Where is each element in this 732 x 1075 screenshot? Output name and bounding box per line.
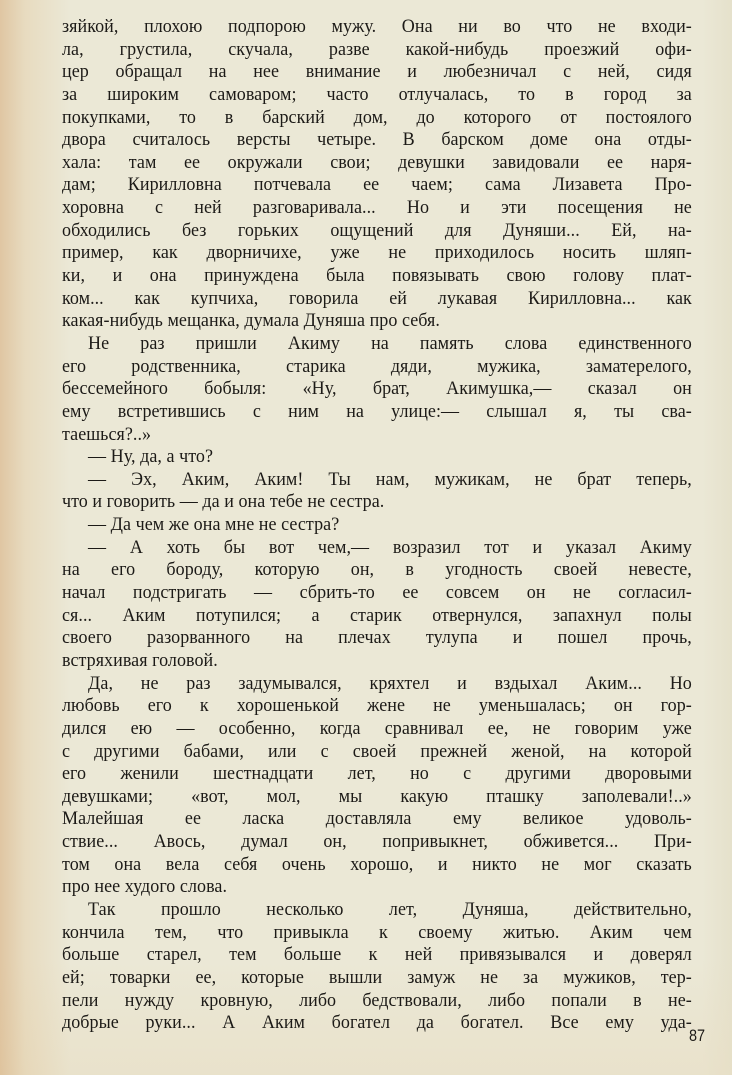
text-line: ствие... Авось, думал он, попривыкнет, обживется... При- bbox=[62, 831, 692, 853]
text-line: Не раз пришли Акиму на память слова единственного bbox=[88, 332, 692, 354]
text-line: любовь его к хорошенькой жене не уменьшалась; он гор- bbox=[62, 695, 692, 717]
text-line: больше старел, тем больше к ней привязывался и доверял bbox=[62, 944, 692, 966]
text-line: встряхивая головой. bbox=[62, 649, 218, 671]
text-line: зяйкой, плохою подпорою мужу. Она ни во что не входи- bbox=[62, 16, 692, 37]
text-line: двора считалось версты четыре. В барском доме она отды- bbox=[62, 129, 692, 151]
text-line: ся... Аким потупился; а старик отвернулся, запахнул полы bbox=[62, 604, 692, 626]
text-line: на его бороду, которую он, в угодность своей невесте, bbox=[62, 559, 692, 581]
text-line: добрые руки... А Аким богател да богател. Все ему уда- bbox=[62, 1012, 692, 1034]
text-line: Так прошло несколько лет, Дуняша, действительно, bbox=[88, 898, 692, 920]
page-number: 87 bbox=[689, 1026, 706, 1045]
text-line: ему встретившись с ним на улице:— слышал я, ты сва- bbox=[62, 400, 692, 422]
text-line: Да, не раз задумывался, кряхтел и вздыхал Аким... Но bbox=[88, 672, 692, 694]
text-line: Малейшая ее ласка доставляла ему великое удоволь- bbox=[62, 808, 692, 830]
text-line: обходились без горьких ощущений для Дуняши... Ей, на- bbox=[62, 219, 692, 241]
text-line: таешься?..» bbox=[62, 423, 152, 445]
text-line: что и говорить — да и она тебе не сестра. bbox=[62, 491, 385, 513]
page-body-text bbox=[62, 16, 692, 1035]
text-line: ком... как купчиха, говорила ей лукавая Кирилловна... как bbox=[62, 287, 692, 309]
text-line: дам; Кирилловна потчевала ее чаем; сама Лизавета Про- bbox=[62, 174, 692, 196]
text-line: пели нужду кровную, либо бедствовали, либо попали в не- bbox=[62, 989, 692, 1011]
text-line: ла, грустила, скучала, разве какой-нибудь проезжий офи- bbox=[62, 38, 692, 60]
text-line: — А хоть бы вот чем,— возразил тот и указал Акиму bbox=[88, 536, 692, 558]
text-line: его родственника, старика дяди, мужика, заматерелого, bbox=[62, 355, 692, 377]
text-line: хоровна с ней разговаривала... Но и эти посещения не bbox=[62, 197, 692, 219]
text-line: — Да чем же она мне не сестра? bbox=[88, 514, 340, 536]
text-line: ей; товарки ее, которые вышли замуж не за мужиков, тер- bbox=[62, 966, 692, 988]
text-line: бессемейного бобыля: «Ну, брат, Акимушка,— сказал он bbox=[62, 378, 692, 400]
text-line: своего разорванного на плечах тулупа и пошел прочь, bbox=[62, 627, 692, 649]
text-line: его женили шестнадцати лет, но с другими дворовыми bbox=[62, 763, 692, 785]
text-line: покупками, то в барский дом, до которого от постоялого bbox=[62, 106, 692, 128]
text-line: дился ею — особенно, когда сравнивал ее, не говорим уже bbox=[62, 717, 692, 739]
text-line: ки, и она принуждена была повязывать свою голову плат- bbox=[62, 265, 692, 287]
text-line: — Эх, Аким, Аким! Ты нам, мужикам, не брат теперь, bbox=[88, 468, 692, 490]
text-line: — Ну, да, а что? bbox=[88, 446, 214, 468]
text-line: пример, как дворничихе, уже не приходилось носить шляп- bbox=[62, 242, 692, 264]
text-line: про нее худого слова. bbox=[62, 876, 228, 898]
text-line: том она вела себя очень хорошо, и никто не мог сказать bbox=[62, 853, 692, 875]
text-line: с другими бабами, или с своей прежней женой, на которой bbox=[62, 740, 692, 762]
text-line: какая-нибудь мещанка, думала Дуняша про себя. bbox=[62, 310, 440, 332]
text-line: цер обращал на нее внимание и любезничал с ней, сидя bbox=[62, 61, 692, 83]
text-line: кончила тем, что привыкла к своему житью. Аким чем bbox=[62, 921, 692, 943]
text-line: хала: там ее окружали свои; девушки завидовали ее наря- bbox=[62, 151, 692, 173]
text-line: начал подстригать — сбрить-то ее совсем он не согласил- bbox=[62, 582, 692, 604]
text-line: за широким самоваром; часто отлучалась, то в город за bbox=[62, 83, 692, 105]
text-line: девушками; «вот, мол, мы какую пташку заполевали!..» bbox=[62, 785, 692, 807]
